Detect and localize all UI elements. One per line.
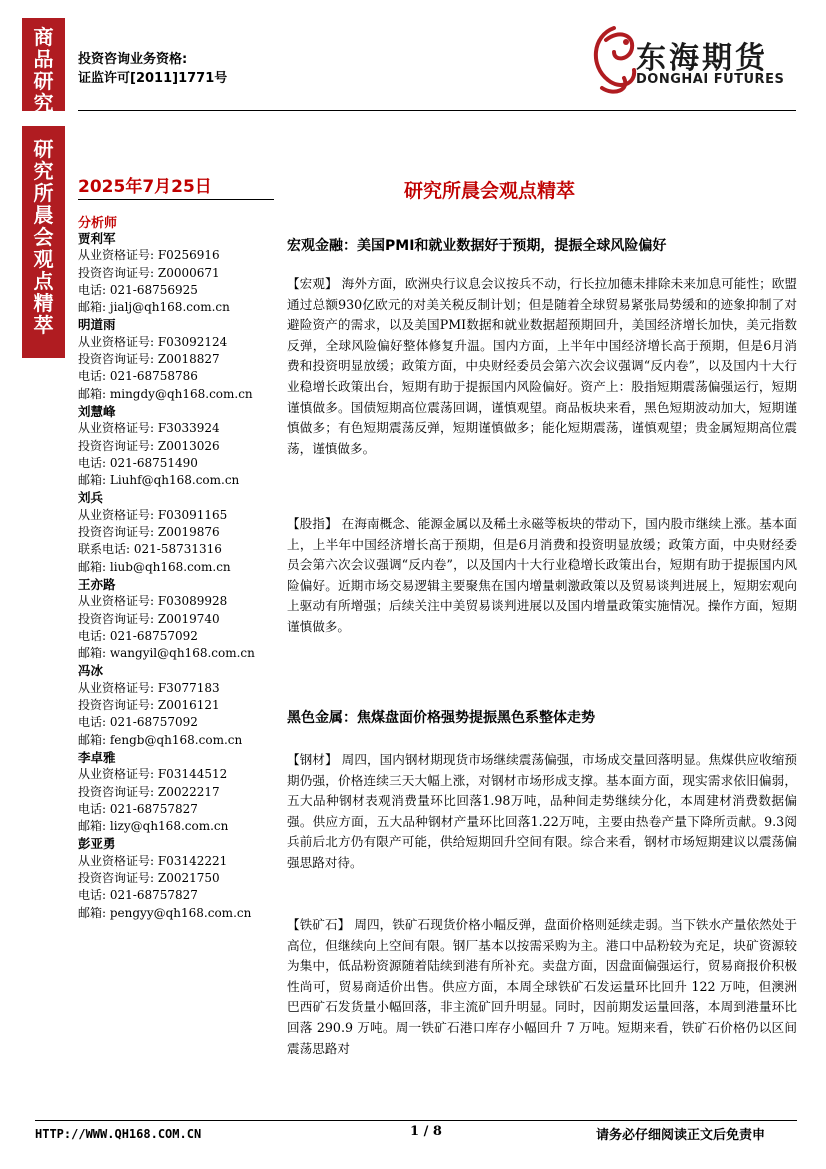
report-date: 2025年7月25日 <box>78 177 212 197</box>
footer-website-link[interactable]: HTTP://WWW.QH168.COM.CN <box>35 1127 202 1141</box>
analyst-detail: 投资咨询证号: Z0019740 <box>78 611 220 626</box>
analyst-detail: 电话: 021-68758786 <box>78 369 198 384</box>
page-number: 1 / 8 <box>410 1124 442 1139</box>
analyst-detail: 投资咨询证号: Z0019876 <box>78 525 220 540</box>
analyst-detail: 投资咨询证号: Z0021750 <box>78 870 220 885</box>
sidebar-category-label: 商品研究 <box>33 25 54 115</box>
analyst-name: 彭亚勇 <box>78 836 116 852</box>
paragraph-iron-ore <box>287 915 797 1095</box>
paragraph-text: 海外方面，欧洲央行议息会议按兵不动，行长拉加德未排除未来加息可能性；欧盟通过总额930亿欧元的对美关税反制计划；但是随着全球贸易紧张局势缓和的迹象抑制了对避险资产的需求，以及美国PMI数据和就业数据超预期回升，美国经济增长加快，美元指数反弹，全球风险偏好整体修复升温。国内方面，上半年中国经济增长高于预期，但是6月消费和投资明显放缓；政策方面，中央财经委员会第六次会议强调“反内卷”，以及国内十大行业稳增长政策出台，短期有助于提振国内风险偏好。资产上：股指短期震荡偏强运行，短期谨慎做多。国债短期高位震荡回调，谨慎观望。商品板块来看，黑色短期波动加大，短期谨慎做多；有色短期震荡反弹，短期谨慎做多；能化短期震荡，谨慎观望；贵金属短期高位震荡，谨慎做多。 <box>287 276 798 456</box>
paragraph-tag: 【宏观】 <box>287 276 338 291</box>
analyst-detail: 邮箱: fengb@qh168.com.cn <box>78 732 243 747</box>
license-line-1: 投资咨询业务资格: <box>78 52 188 67</box>
section-title-macro: 宏观金融：美国PMI和就业数据好于预期，提振全球风险偏好 <box>287 238 667 254</box>
analyst-detail: 投资咨询证号: Z0000671 <box>78 265 220 280</box>
paragraph-stock-index <box>287 514 797 638</box>
analyst-detail: 电话: 021-68757092 <box>78 715 198 730</box>
analyst-detail: 邮箱: pengyy@qh168.com.cn <box>78 905 252 920</box>
logo-wordmark-en: DONGHAI FUTURES <box>636 72 785 87</box>
paragraph-tag: 【股指】 <box>287 516 338 531</box>
analyst-detail: 邮箱: Liuhf@qh168.com.cn <box>78 473 240 488</box>
report-title: 研究所晨会观点精萃 <box>404 180 576 202</box>
analyst-detail: 从业资格证号: F03091165 <box>78 507 228 522</box>
analyst-detail: 电话: 021-68757827 <box>78 801 198 816</box>
analyst-heading: 分析师 <box>78 216 118 231</box>
date-divider <box>78 199 274 200</box>
sidebar-report-label: 研究所晨会观点精萃 <box>33 137 54 337</box>
logo-wordmark-cn: 东海期货 <box>636 41 768 76</box>
analyst-detail: 电话: 021-68756925 <box>78 282 198 297</box>
analyst-detail: 从业资格证号: F3033924 <box>78 421 220 436</box>
analyst-detail: 投资咨询证号: Z0016121 <box>78 698 220 713</box>
analyst-detail: 投资咨询证号: Z0022217 <box>78 784 220 799</box>
header-divider <box>78 110 796 111</box>
paragraph-tag: 【铁矿石】 <box>287 917 351 932</box>
analyst-detail: 邮箱: wangyil@qh168.com.cn <box>78 646 255 661</box>
analyst-detail: 电话: 021-68757827 <box>78 888 198 903</box>
analyst-detail: 电话: 021-68757092 <box>78 628 198 643</box>
footer-divider <box>35 1120 797 1121</box>
license-info <box>78 50 227 88</box>
paragraph-text: 在海南概念、能源金属以及稀土永磁等板块的带动下，国内股市继续上涨。基本面上，上半年中国经济增长高于预期，但是6月消费和投资明显放缓；政策方面，中央财经委员会第六次会议强调“反内卷”，以及国内十大行业稳增长政策出台，短期有助于提振国内风险偏好。近期市场交易逻辑主要聚焦在国内增量刺激政策以及贸易谈判进展上，短期宏观向上驱动有所增强；后续关注中美贸易谈判进展以及国内增量政策实施情况。操作方面，短期谨慎做多。 <box>287 516 798 634</box>
analyst-detail: 邮箱: mingdy@qh168.com.cn <box>78 386 253 401</box>
analyst-name: 刘兵 <box>78 490 104 506</box>
analyst-detail: 从业资格证号: F03089928 <box>78 594 228 609</box>
paragraph-steel <box>287 750 797 874</box>
section-title-ferrous: 黑色金属：焦煤盘面价格强势提振黑色系整体走势 <box>287 710 595 726</box>
analyst-detail: 投资咨询证号: Z0018827 <box>78 352 220 367</box>
analyst-detail: 投资咨询证号: Z0013026 <box>78 438 220 453</box>
paragraph-text: 周四，铁矿石现货价格小幅反弹，盘面价格则延续走弱。当下铁水产量依然处于高位，但继续向上空间有限。钢厂基本以按需采购为主。港口中品粉较为充足，块矿资源较为集中，低品粉资源随着陆续到港有所补充。卖盘方面，因盘面偏强运行，贸易商报价积极性尚可，贸易商适价出售。供应方面，本周全球铁矿石发运量环比回升 122 万吨，但澳洲巴西矿石发货量小幅回落，非主流矿回升明显。同时，因前期发运量回落，本周到港量环比回落 290.9 万吨。周一铁矿石港口库存小幅回升 7 万吨。短期来看，铁矿石价格仍以区间震荡思路对 <box>287 917 797 1056</box>
analyst-name: 明道雨 <box>78 317 116 333</box>
analyst-detail: 邮箱: liub@qh168.com.cn <box>78 559 231 574</box>
analyst-detail: 从业资格证号: F03092124 <box>78 334 228 349</box>
analyst-name: 贾利军 <box>78 231 116 246</box>
license-line-2: 证监许可[2011]1771号 <box>78 71 228 86</box>
analyst-name: 冯冰 <box>78 663 104 679</box>
analyst-detail: 从业资格证号: F0256916 <box>78 248 220 263</box>
paragraph-text: 周四，国内钢材期现货市场继续震荡偏强，市场成交量回落明显。焦煤供应收缩预期仍强，价格连续三天大幅上涨，对钢材市场形成支撑。基本面方面，现实需求依旧偏弱，五大品种钢材表观消费量环比回落1.98万吨，品种间走势继续分化，本周建材消费数据偏强。供应方面，五大品种钢材产量环比回落1.22万吨，主要由热卷产量下降所贡献。9.3阅兵前后北方仍有限产可能，供给短期回升空间有限。综合来看，钢材市场短期建议以震荡偏强思路对待。 <box>287 752 798 870</box>
analyst-detail: 联系电话: 021-58731316 <box>78 542 222 557</box>
analyst-name: 王亦路 <box>78 576 116 592</box>
analyst-name: 刘慧峰 <box>78 403 116 419</box>
analyst-detail: 从业资格证号: F03142221 <box>78 853 228 868</box>
analyst-detail: 电话: 021-68751490 <box>78 455 198 470</box>
paragraph-macro <box>287 274 797 459</box>
analyst-detail: 从业资格证号: F3077183 <box>78 680 220 695</box>
analyst-detail: 邮箱: lizy@qh168.com.cn <box>78 819 229 834</box>
footer-disclaimer: 请务必仔细阅读正文后免责申 <box>596 1128 766 1143</box>
analyst-list <box>78 230 278 922</box>
sidebar-category-badge <box>22 18 65 115</box>
analyst-detail: 从业资格证号: F03144512 <box>78 767 228 782</box>
analyst-name: 李卓雅 <box>78 749 116 765</box>
sidebar-report-badge <box>22 126 65 358</box>
analyst-detail: 邮箱: jialj@qh168.com.cn <box>78 300 230 315</box>
paragraph-tag: 【钢材】 <box>287 752 338 767</box>
